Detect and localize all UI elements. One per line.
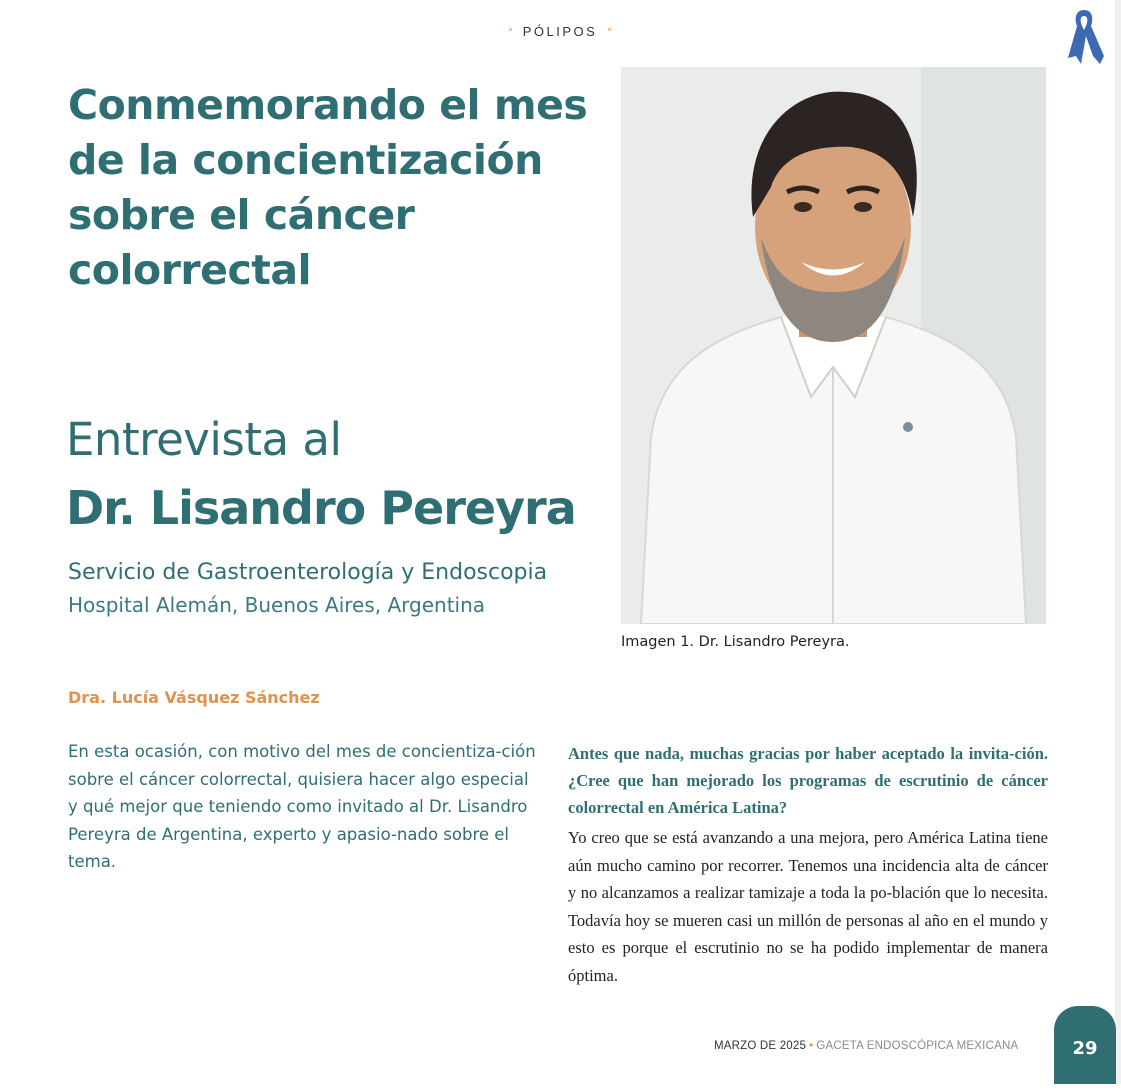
interview-answer: Yo creo que se está avanzando a una mejora, pero América Latina tiene aún mucho camino por recorrer. Tenemos una incidencia alta de cáncer y no alcanzamos a realizar tamizaje a toda la po-blación que lo necesita. Todavía hoy se mueren casi un millón de personas al año en el mundo y esto es porque el escrutinio no se ha podido implementar de manera óptima.	[568, 828, 1048, 985]
orange-dot-icon: °	[508, 27, 513, 39]
affiliation	[68, 556, 588, 622]
interview-prefix: Entrevista al	[66, 413, 342, 466]
footer-text	[714, 1040, 1018, 1052]
awareness-ribbon-icon	[1064, 6, 1104, 66]
orange-dot-icon: °	[607, 27, 612, 39]
photo-caption: Imagen 1. Dr. Lisandro Pereyra.	[621, 634, 850, 650]
affiliation-hospital: Hospital Alemán, Buenos Aires, Argentina	[68, 593, 486, 617]
portrait-illustration	[621, 67, 1046, 624]
footer-journal: GACETA ENDOSCÓPICA MEXICANA	[816, 1040, 1019, 1052]
interviewee-name: Dr. Lisandro Pereyra	[66, 481, 576, 535]
page-number: 29	[1054, 1006, 1116, 1084]
page-edge	[1115, 0, 1121, 1084]
intro-paragraph: En esta ocasión, con motivo del mes de concientiza-ción sobre el cáncer colorrectal, quisiera hacer algo especial y qué mejor que teniendo como invitado al Dr. Lisandro Pereyra de Argentina, experto y apasio-nado sobre el tema.	[68, 742, 536, 871]
affiliation-service: Servicio de Gastroenterología y Endoscopia	[68, 560, 548, 585]
interview-question: Antes que nada, muchas gracias por haber aceptado la invita-ción. ¿Cree que han mejorado los programas de escrutinio de cáncer colorrectal en América Latina?	[568, 744, 1048, 817]
article-title: Conmemorando el mes de la concientización sobre el cáncer colorrectal	[68, 81, 588, 294]
section-tag	[440, 24, 680, 39]
orange-bullet-icon: •	[809, 1040, 814, 1052]
section-label: PÓLIPOS	[522, 24, 598, 39]
doctor-photo	[621, 67, 1046, 624]
author-byline: Dra. Lucía Vásquez Sánchez	[68, 688, 320, 707]
footer-date: MARZO DE 2025	[714, 1040, 807, 1052]
